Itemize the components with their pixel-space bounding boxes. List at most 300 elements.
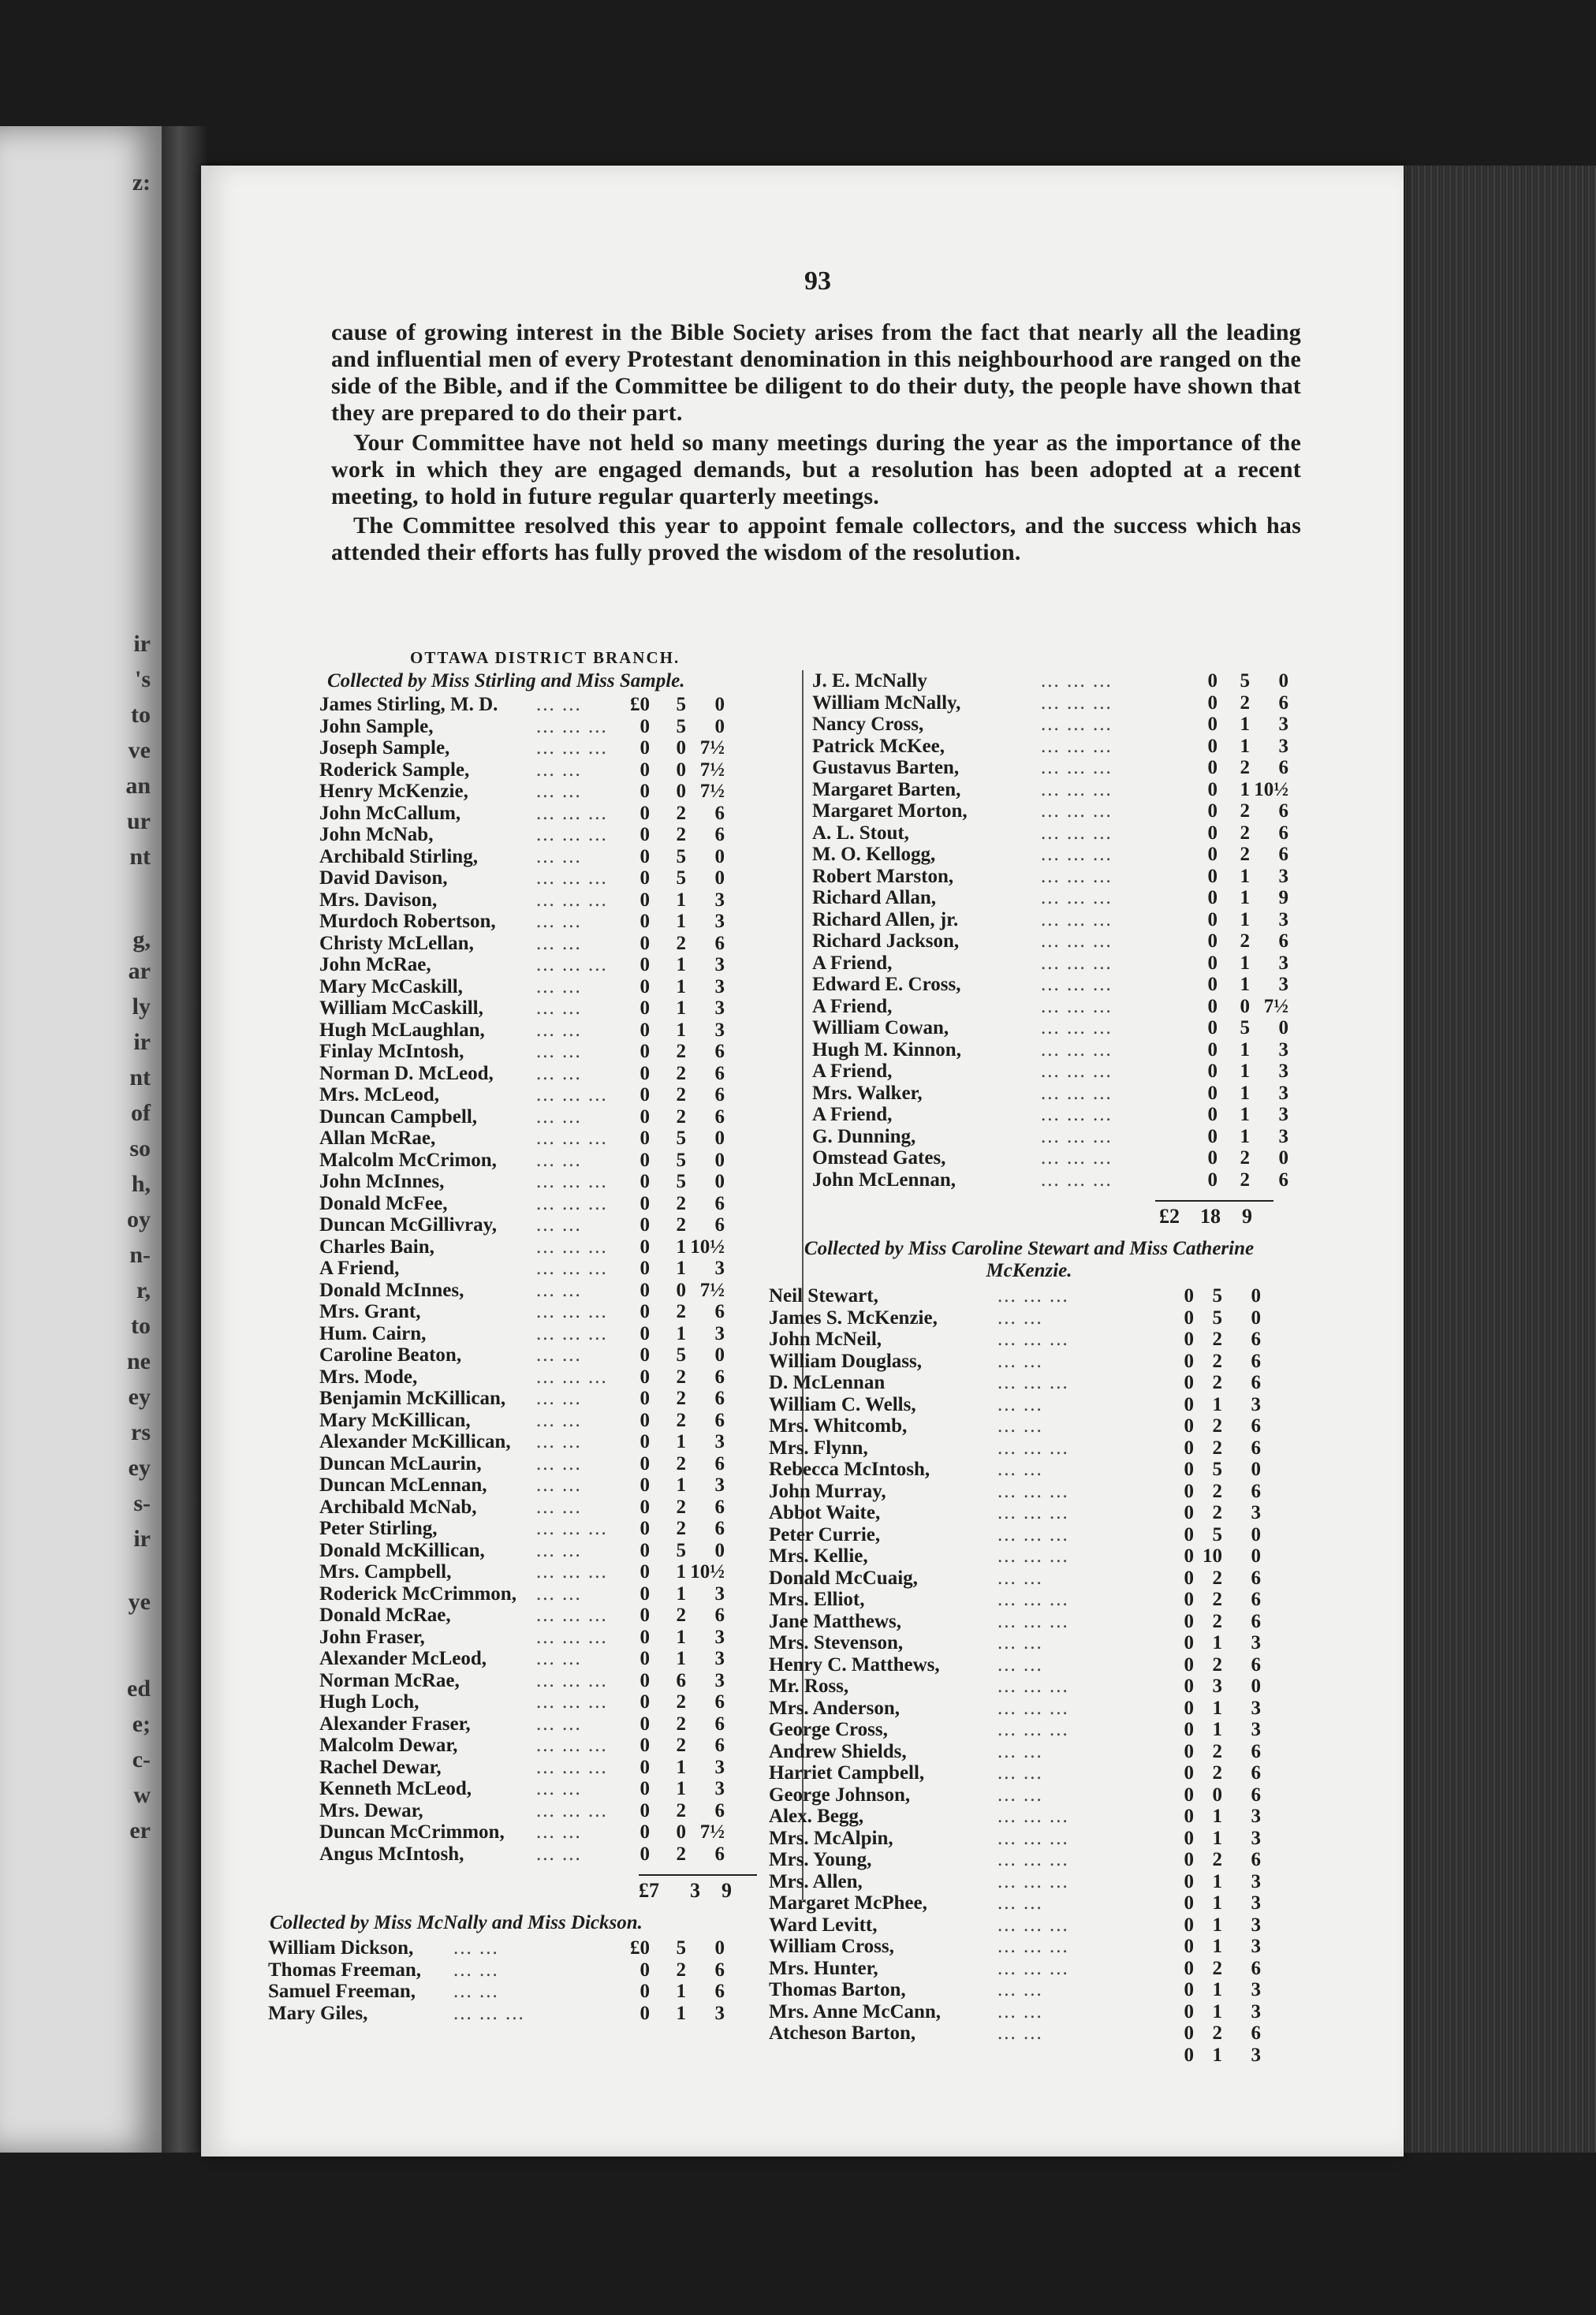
amount-pounds: 0 [1207, 1169, 1218, 1191]
amount-shillings: 5 [676, 1539, 686, 1561]
margin-fragment: ar [128, 958, 151, 984]
amount-pence: 0 [714, 1171, 725, 1192]
amount-pounds: 0 [1184, 1567, 1194, 1589]
subscriber-name: John McRae, [319, 954, 431, 975]
subscriber-name: William Cowan, [812, 1017, 949, 1038]
leader-dots: ... ... [536, 1713, 582, 1735]
amount-pounds: 0 [1207, 1061, 1218, 1082]
list-item [769, 1957, 1261, 1980]
list-item [319, 803, 761, 825]
amount-pounds: 0 [1207, 974, 1218, 995]
leader-dots: ... ... ... [998, 1480, 1069, 1502]
subscriber-name: Alexander Fraser, [319, 1713, 471, 1735]
leader-dots: ... ... ... [453, 2002, 525, 2024]
subscriber-name: Mrs. Stevenson, [769, 1632, 904, 1653]
list-item [812, 735, 1288, 758]
list-item [319, 694, 761, 716]
subscriber-name: Hum. Cairn, [319, 1322, 427, 1344]
amount-pence: 3 [1251, 1870, 1261, 1892]
subscriber-name: John McCallum, [319, 802, 461, 824]
leader-dots: ... ... ... [536, 1192, 608, 1214]
leader-dots: ... ... ... [1041, 800, 1113, 822]
list-item [769, 1350, 1261, 1373]
list-item [769, 1610, 1261, 1633]
list-item [812, 1147, 1288, 1169]
leader-dots: ... ... ... [536, 737, 608, 759]
amount-shillings: 1 [676, 911, 686, 932]
subscriber-name: Norman McRae, [319, 1669, 460, 1691]
amount-pence: 6 [1251, 1610, 1261, 1632]
amount-pence: 7½ [699, 1279, 725, 1301]
list-item [319, 1561, 761, 1583]
subscriber-name: Alex. Begg, [769, 1806, 864, 1827]
amount-shillings: 1 [676, 1756, 686, 1778]
amount-pence: 3 [714, 1582, 725, 1605]
leader-dots: ... ... [998, 2000, 1043, 2022]
amount-pounds: 0 [1184, 1393, 1194, 1415]
total-rule-right [1155, 1200, 1273, 1202]
amount-shillings: 2 [676, 1105, 686, 1128]
list-item [812, 1017, 1288, 1039]
amount-pence: 3 [1251, 1502, 1261, 1523]
amount-pence: 0 [714, 694, 725, 715]
amount-pence: 3 [714, 1648, 725, 1669]
amount-shillings: 2 [1240, 757, 1250, 778]
amount-pounds: 0 [1207, 822, 1218, 844]
collected-by-heading-left-1: Collected by Miss Stirling and Miss Sample. [327, 670, 685, 692]
leader-dots: ... ... ... [1041, 735, 1113, 757]
subscriber-name: Patrick McKee, [812, 735, 945, 757]
amount-shillings: 1 [1212, 1697, 1222, 1719]
subscriber-name: Neil Stewart, [769, 1285, 878, 1307]
amount-shillings: 5 [1240, 1017, 1250, 1038]
amount-shillings: 5 [1212, 1523, 1222, 1545]
list-item [769, 1719, 1261, 1741]
amount-shillings: 1 [1212, 1632, 1222, 1653]
book-page-edges [1396, 166, 1596, 2153]
amount-pounds: 0 [640, 1431, 650, 1452]
amount-pence: 3 [1278, 865, 1288, 887]
amount-pence: 3 [1251, 1892, 1261, 1914]
subscriber-name: John McNeil, [769, 1329, 882, 1350]
amount-shillings: 2 [1212, 1610, 1222, 1632]
leader-dots: ... ... [536, 975, 582, 997]
amount-pence: 3 [1251, 1914, 1261, 1936]
amount-shillings: 1 [676, 1626, 686, 1648]
leader-dots: ... ... ... [998, 1545, 1069, 1567]
list-item [812, 865, 1288, 888]
leader-dots: ... ... ... [536, 1799, 608, 1821]
amount-shillings: 1 [676, 1561, 686, 1582]
amount-pounds: 0 [1184, 1762, 1194, 1784]
leader-dots: ... ... [536, 1452, 582, 1474]
subscriber-name: William McCaskill, [319, 997, 483, 1019]
list-item [319, 1497, 761, 1519]
leader-dots: ... ... ... [998, 1697, 1069, 1719]
list-item [319, 1193, 761, 1215]
subscriber-name: Henry McKenzie, [319, 781, 468, 802]
margin-fragment: ne [127, 1348, 151, 1374]
amount-pence: 0 [714, 1344, 725, 1366]
subscriber-name: William Douglass, [769, 1350, 923, 1372]
amount-pounds: 0 [640, 932, 650, 954]
leader-dots: ... ... ... [536, 1605, 608, 1626]
list-item [769, 2022, 1261, 2045]
amount-pence: 0 [1278, 1147, 1288, 1169]
leader-dots: ... ... ... [1041, 1169, 1113, 1191]
amount-shillings: 2 [676, 1062, 686, 1084]
leader-dots: ... ... [998, 1459, 1043, 1480]
amount-pence: 6 [1278, 822, 1288, 844]
amount-pounds: 0 [1184, 1827, 1194, 1849]
subscriber-name: Mrs. Dewar, [319, 1799, 423, 1821]
leader-dots: ... ... ... [998, 1806, 1069, 1827]
list-item [319, 1431, 761, 1453]
amount-pounds: 0 [1184, 1545, 1194, 1567]
amount-pence: 10½ [1254, 778, 1288, 800]
list-item [319, 1344, 761, 1366]
list-item [319, 889, 761, 911]
subscriber-name: Margaret Morton, [812, 800, 968, 822]
subscriber-name: Gustavus Barten, [812, 757, 960, 778]
list-item [319, 824, 761, 846]
margin-fragment: n- [129, 1242, 151, 1268]
amount-pence: 10½ [690, 1561, 725, 1582]
leader-dots: ... ... [998, 1784, 1043, 1806]
list-item [769, 1849, 1261, 1871]
amount-pounds: 0 [1207, 670, 1218, 692]
total-left-pence: 9 [722, 1879, 732, 1902]
subscriber-name: Mary McCaskill, [319, 975, 463, 997]
amount-pence: 7½ [699, 781, 725, 802]
amount-pence: 6 [714, 802, 725, 824]
amount-pence: 7½ [1263, 995, 1288, 1017]
leader-dots: ... ... [998, 2022, 1043, 2044]
amount-shillings: 1 [1212, 1892, 1222, 1914]
leader-dots: ... ... ... [1041, 865, 1113, 887]
leader-dots: ... ... ... [998, 1957, 1069, 1979]
amount-pounds: 0 [1207, 800, 1218, 822]
amount-pence: 6 [714, 1084, 725, 1105]
margin-fragment: ir [133, 1029, 151, 1055]
amount-pence: 0 [714, 1539, 725, 1561]
leader-dots: ... ... ... [1041, 822, 1113, 844]
subscriber-name: Atcheson Barton, [769, 2022, 916, 2044]
amount-pence: 6 [1251, 1372, 1261, 1393]
subscriber-name: William McNally, [812, 692, 961, 714]
amount-pounds: 0 [640, 867, 650, 889]
amount-shillings: 1 [1240, 908, 1250, 930]
subscriber-name: John Sample, [319, 715, 434, 737]
leader-dots: ... ... [536, 1778, 582, 1799]
subscriber-name: Thomas Freeman, [268, 1959, 421, 1981]
amount-pence: 10½ [690, 1236, 725, 1258]
list-item [319, 1648, 761, 1670]
margin-fragment: 's [134, 666, 151, 692]
amount-pence: 6 [714, 1041, 725, 1062]
list-item [769, 1892, 1261, 1914]
subscriber-name: Mrs. Campbell, [319, 1561, 452, 1582]
amount-shillings: 2 [676, 802, 686, 824]
amount-pence: 3 [714, 1756, 725, 1778]
amount-shillings: 1 [1212, 1719, 1222, 1740]
leader-dots: ... ... ... [998, 1610, 1069, 1632]
amount-pence: 6 [714, 1409, 725, 1431]
list-item [769, 1480, 1261, 1503]
amount-pounds: 0 [640, 1214, 650, 1236]
margin-fragment: ir [133, 631, 151, 657]
subscriber-name: Robert Marston, [812, 865, 954, 887]
amount-shillings: 1 [1240, 735, 1250, 757]
amount-pence: 6 [1251, 2022, 1261, 2044]
subscriber-name: John McInnes, [319, 1171, 445, 1192]
amount-pence: 3 [1278, 735, 1288, 757]
amount-shillings: 5 [1240, 670, 1250, 692]
list-item [769, 1372, 1261, 1394]
amount-pounds: 0 [640, 1626, 650, 1648]
list-item [319, 1063, 761, 1085]
leader-dots: ... ... ... [1041, 714, 1113, 735]
amount-pence: 3 [1251, 1697, 1261, 1719]
leader-dots: ... ... ... [536, 1128, 608, 1149]
amount-shillings: 2 [1240, 930, 1250, 952]
list-item [319, 1020, 761, 1042]
subscriber-name: Hugh McLaughlan, [319, 1019, 485, 1041]
amount-shillings: 2 [1212, 1350, 1222, 1372]
margin-fragment: an [125, 773, 151, 799]
amount-pounds: 0 [640, 1128, 650, 1149]
list-item [769, 1827, 1261, 1850]
subscriber-name: George Johnson, [769, 1784, 911, 1806]
leader-dots: ... ... [998, 1892, 1043, 1914]
leader-dots: ... ... ... [536, 715, 608, 737]
subscriber-name: William Dickson, [268, 1937, 414, 1959]
amount-pence: 6 [714, 1214, 725, 1236]
subscription-list-left-1 [319, 694, 761, 1865]
amount-pence: 3 [1251, 1936, 1261, 1957]
list-item [319, 1757, 761, 1779]
list-item [812, 887, 1288, 909]
leader-dots: ... ... [998, 1415, 1043, 1437]
amount-shillings: 1 [1240, 1061, 1250, 1082]
amount-shillings: 5 [676, 1937, 686, 1959]
list-item [319, 1778, 761, 1800]
amount-pence: 3 [714, 975, 725, 997]
list-item [812, 800, 1288, 822]
amount-pence: 0 [714, 1149, 725, 1171]
amount-pence: 6 [714, 1496, 725, 1518]
leader-dots: ... ... ... [536, 1084, 608, 1105]
amount-pence: 3 [1278, 1038, 1288, 1061]
list-item [769, 1285, 1261, 1307]
subscriber-name: G. Dunning, [812, 1125, 916, 1147]
subscriber-name: J. E. McNally [812, 670, 927, 692]
amount-shillings: 0 [1212, 1784, 1222, 1806]
amount-pounds: 0 [640, 1778, 650, 1799]
amount-shillings: 1 [676, 1981, 686, 2002]
leader-dots: ... ... ... [998, 1502, 1069, 1523]
amount-pounds: 0 [640, 997, 650, 1019]
list-item [319, 1821, 761, 1843]
previous-page [0, 126, 162, 2153]
amount-shillings: 2 [1212, 2022, 1222, 2044]
amount-shillings: 1 [1240, 1125, 1250, 1147]
amount-shillings: 1 [1240, 1082, 1250, 1104]
amount-pence: 3 [1278, 974, 1288, 995]
amount-pence: 3 [1251, 2044, 1261, 2066]
subscriber-name: James Stirling, M. D. [319, 694, 498, 715]
amount-pounds: 0 [1184, 1285, 1194, 1307]
subscriber-name: Mrs. Mode, [319, 1366, 418, 1388]
amount-pence: 6 [1251, 1653, 1261, 1676]
amount-pounds: 0 [640, 1236, 650, 1258]
amount-pounds: 0 [1184, 1459, 1194, 1480]
amount-pence: 3 [1251, 1827, 1261, 1849]
subscriber-name: Donald McRae, [319, 1605, 451, 1626]
amount-shillings: 1 [676, 1582, 686, 1605]
leader-dots: ... ... [453, 1959, 499, 1981]
leader-dots: ... ... ... [1041, 1017, 1113, 1038]
subscriber-name: Ward Levitt, [769, 1914, 878, 1936]
margin-fragment: w [133, 1782, 151, 1808]
amount-pounds: 0 [640, 1799, 650, 1821]
subscriber-name: Henry C. Matthews, [769, 1653, 940, 1676]
margin-fragment: of [131, 1100, 151, 1126]
subscriber-name: Richard Jackson, [812, 930, 960, 952]
amount-pounds: 0 [1207, 757, 1218, 778]
amount-pounds: 0 [1184, 1589, 1194, 1610]
amount-pence: 3 [714, 1474, 725, 1496]
leader-dots: ... ... [536, 1214, 582, 1236]
subscriber-name: Caroline Beaton, [319, 1344, 462, 1366]
amount-pounds: 0 [640, 1279, 650, 1301]
amount-shillings: 1 [676, 975, 686, 997]
amount-pounds: 0 [1207, 714, 1218, 735]
amount-pence: 6 [714, 1713, 725, 1735]
list-item [319, 1453, 761, 1475]
amount-pounds: 0 [1184, 1502, 1194, 1523]
leader-dots: ... ... ... [536, 1756, 608, 1778]
amount-shillings: 0 [676, 1821, 686, 1843]
amount-pounds: 0 [640, 802, 650, 824]
leader-dots: ... ... ... [1041, 844, 1113, 865]
amount-pence: 6 [1278, 800, 1288, 822]
list-item [319, 1518, 761, 1540]
subscriber-name: Hugh Loch, [319, 1691, 420, 1713]
leader-dots: ... ... ... [998, 1329, 1069, 1350]
amount-pence: 3 [1251, 2000, 1261, 2022]
amount-pence: 6 [1278, 757, 1288, 778]
paragraph-1: cause of growing interest in the Bible Society arises from the fact that nearly all the leading and influential men of every Protestant denomination in this neighbourhood are ranged on the side of the Bible, and if the Committee be diligent to do their duty, the people have shown that they are prepared to do their part. [331, 319, 1301, 426]
amount-pounds: 0 [640, 954, 650, 975]
amount-shillings: 2 [676, 1409, 686, 1431]
leader-dots: ... ... ... [1041, 908, 1113, 930]
amount-pounds: 0 [640, 715, 650, 737]
list-item [319, 867, 761, 889]
leader-dots: ... ... [536, 1344, 582, 1366]
subscriber-name: Malcolm Dewar, [319, 1735, 458, 1756]
list-item [319, 1280, 761, 1302]
amount-shillings: 1 [1240, 865, 1250, 887]
amount-pounds: 0 [1207, 908, 1218, 930]
leader-dots: ... ... ... [1041, 974, 1113, 995]
amount-shillings: 5 [676, 867, 686, 889]
amount-pence: 0 [1251, 1459, 1261, 1480]
amount-shillings: 2 [676, 1301, 686, 1322]
margin-fragment: ve [128, 737, 151, 763]
amount-pounds: 0 [1184, 1610, 1194, 1632]
amount-pence: 6 [1251, 1329, 1261, 1350]
amount-pounds: 0 [640, 1756, 650, 1778]
leader-dots: ... ... ... [536, 1691, 608, 1713]
amount-pounds: 0 [640, 1648, 650, 1669]
amount-pence: 0 [1251, 1307, 1261, 1329]
amount-pence: 6 [1251, 1784, 1261, 1806]
amount-shillings: 2 [1240, 800, 1250, 822]
amount-pounds: 0 [1184, 1523, 1194, 1545]
amount-shillings: 2 [676, 1366, 686, 1388]
subscriber-name: Mary Giles, [268, 2002, 368, 2024]
list-item [319, 1258, 761, 1280]
subscriber-name: Harriet Campbell, [769, 1762, 925, 1784]
amount-pounds: 0 [640, 2002, 650, 2024]
margin-fragment: nt [129, 1064, 151, 1090]
amount-pence: 3 [714, 997, 725, 1019]
amount-pence: 6 [714, 1843, 725, 1865]
leader-dots: ... ... ... [1041, 1061, 1113, 1082]
amount-pounds: 0 [1207, 735, 1218, 757]
amount-pounds: 0 [640, 1821, 650, 1843]
list-item [319, 1106, 761, 1128]
margin-fragment: so [129, 1135, 151, 1161]
list-item [769, 1632, 1261, 1654]
list-item [812, 1125, 1288, 1148]
list-item [812, 974, 1288, 996]
amount-shillings: 1 [676, 1474, 686, 1496]
leader-dots: ... ... ... [1041, 930, 1113, 952]
list-item [769, 1589, 1261, 1611]
leader-dots: ... ... ... [998, 1870, 1069, 1892]
list-item [769, 1784, 1261, 1806]
amount-shillings: 0 [676, 759, 686, 781]
subscriber-name: Duncan McGillivray, [319, 1214, 497, 1236]
collected-by-heading-left-2: Collected by Miss McNally and Miss Dickson. [270, 1912, 643, 1933]
leader-dots: ... ... [536, 1821, 582, 1843]
leader-dots: ... ... ... [998, 1372, 1069, 1393]
amount-pence: 6 [714, 1062, 725, 1084]
amount-pence: 3 [1278, 1061, 1288, 1082]
margin-fragment: ey [128, 1455, 151, 1481]
leader-dots: ... ... [998, 1567, 1043, 1589]
amount-pounds: 0 [640, 824, 650, 845]
leader-dots: ... ... [536, 1843, 582, 1865]
list-item [319, 1843, 761, 1866]
leader-dots: ... ... [536, 759, 582, 781]
amount-shillings: 2 [1212, 1502, 1222, 1523]
leader-dots: ... ... ... [536, 1626, 608, 1648]
section-title: OTTAWA DISTRICT BRANCH. [410, 648, 681, 667]
amount-pounds: 0 [640, 1366, 650, 1388]
subscriber-name: Roderick McCrimmon, [319, 1582, 516, 1605]
amount-shillings: 2 [1212, 1415, 1222, 1437]
leader-dots: ... ... [998, 1307, 1043, 1329]
list-item [769, 1437, 1261, 1459]
amount-shillings: 1 [676, 1236, 686, 1258]
list-item [769, 1653, 1261, 1676]
list-item [319, 997, 761, 1020]
list-item [769, 1806, 1261, 1828]
list-item [769, 1740, 1261, 1763]
